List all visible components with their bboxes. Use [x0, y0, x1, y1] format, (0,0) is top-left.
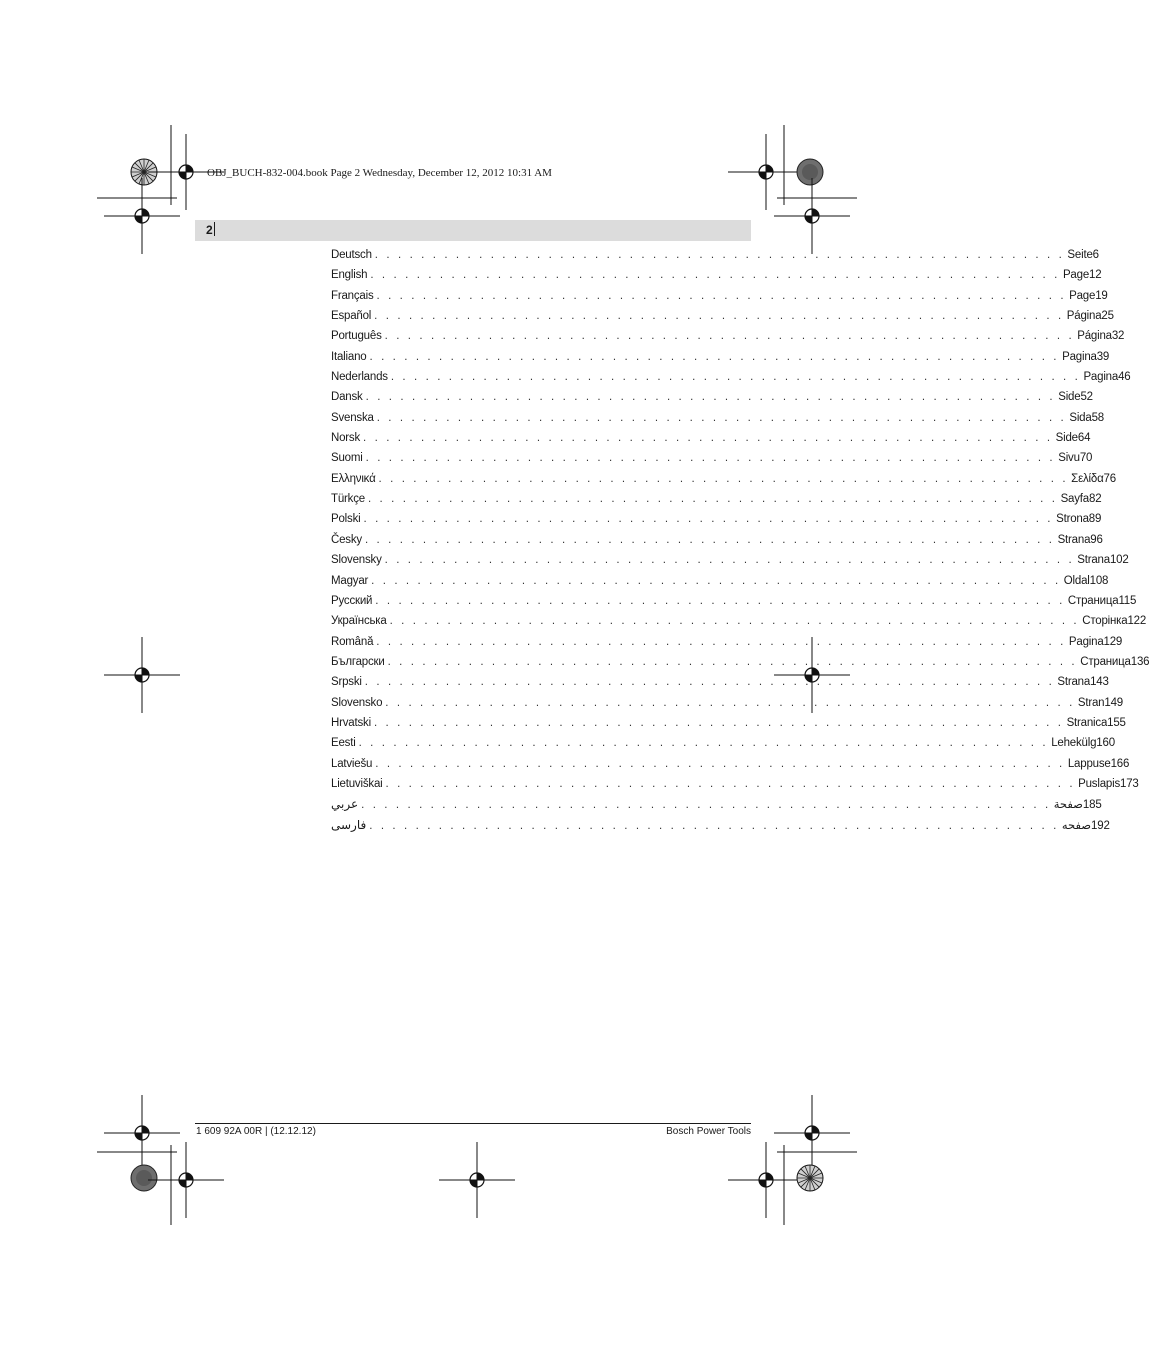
toc-leader-dots: . . . . . . . . . . . . . . . . . . . . . . . . . . . . . . . . . . . . . . . . . . . . . . . . . . . . . . . . . . . . [385, 696, 1075, 709]
toc-entry[interactable] [331, 490, 1102, 510]
toc-entry[interactable] [331, 653, 1149, 673]
toc-entry[interactable] [331, 551, 1129, 571]
toc-page-number: 173 [1120, 777, 1139, 790]
toc-page-word: Strona [1056, 513, 1089, 526]
toc-page-word: Stran [1077, 696, 1105, 709]
toc-entry[interactable] [331, 775, 1139, 795]
toc-page-number: 82 [1089, 493, 1102, 506]
toc-leader-dots: . . . . . . . . . . . . . . . . . . . . . . . . . . . . . . . . . . . . . . . . . . . . . . . . . . . . . . . . . . . . [385, 777, 1076, 790]
toc-page-word: Side [1058, 391, 1081, 404]
toc-entry[interactable] [331, 368, 1131, 388]
toc-entry[interactable] [331, 755, 1130, 775]
page-number-divider [214, 222, 215, 236]
toc-leader-dots: . . . . . . . . . . . . . . . . . . . . . . . . . . . . . . . . . . . . . . . . . . . . . . . . . . . . . . . . . . . . [384, 330, 1075, 343]
toc-page-word: Pagina [1083, 371, 1119, 384]
toc-page-word: Сторінка [1082, 615, 1128, 628]
toc-page-word: Sida [1069, 411, 1092, 424]
toc-page-word: Strana [1077, 554, 1110, 567]
toc-language: Eesti [331, 737, 356, 750]
toc-language: فارسی [331, 817, 367, 832]
toc-leader-dots: . . . . . . . . . . . . . . . . . . . . . . . . . . . . . . . . . . . . . . . . . . . . . . . . . . . . . . . . . . . . [364, 676, 1055, 689]
toc-entry[interactable] [331, 592, 1137, 612]
toc-entry[interactable] [331, 714, 1126, 734]
toc-language: Slovensky [331, 554, 382, 567]
toc-leader-dots: . . . . . . . . . . . . . . . . . . . . . . . . . . . . . . . . . . . . . . . . . . . . . . . . . . . . . . . . . . . . [371, 574, 1061, 587]
page-header-bar [195, 220, 751, 241]
toc-language: Português [331, 330, 382, 343]
toc-page-number: 122 [1127, 615, 1147, 628]
toc-language: Español [331, 310, 372, 323]
footer-document-code: 1 609 92A 00R | (12.12.12) [196, 1126, 316, 1137]
toc-page-word: Страница [1080, 655, 1131, 668]
toc-entry[interactable] [331, 246, 1099, 266]
toc-page-word: Pagina [1062, 350, 1097, 363]
toc-page-number: 115 [1118, 594, 1137, 607]
toc-language: Русский [331, 594, 373, 607]
toc-leader-dots: . . . . . . . . . . . . . . . . . . . . . . . . . . . . . . . . . . . . . . . . . . . . . . . . . . . . . . . . . . . . [376, 289, 1067, 302]
toc-page-word: صفحة [1053, 799, 1083, 812]
toc-entry[interactable] [331, 429, 1091, 449]
toc-page-word: صفحه [1061, 819, 1092, 832]
toc-leader-dots: . . . . . . . . . . . . . . . . . . . . . . . . . . . . . . . . . . . . . . . . . . . . . . . . . . . . . . . . . . . . [384, 554, 1075, 567]
toc-language: Suomi [331, 452, 363, 465]
toc-language: Română [331, 635, 374, 648]
toc-leader-dots: . . . . . . . . . . . . . . . . . . . . . . . . . . . . . . . . . . . . . . . . . . . . . . . . . . . . . . . . . . . . [390, 371, 1081, 384]
toc-language: Dansk [331, 391, 363, 404]
toc-language: Italiano [331, 350, 367, 363]
toc-leader-dots: . . . . . . . . . . . . . . . . . . . . . . . . . . . . . . . . . . . . . . . . . . . . . . . . . . . . . . . . . . . . [365, 391, 1056, 404]
toc-leader-dots: . . . . . . . . . . . . . . . . . . . . . . . . . . . . . . . . . . . . . . . . . . . . . . . . . . . . . . . . . . . . [376, 411, 1067, 424]
toc-entry[interactable] [331, 307, 1114, 327]
toc-entry[interactable] [331, 470, 1116, 490]
toc-page-number: 46 [1118, 371, 1131, 384]
toc-page-number: 58 [1091, 411, 1104, 424]
toc-language: Norsk [331, 432, 361, 445]
toc-language: Svenska [331, 411, 374, 424]
toc-entry[interactable] [331, 795, 1102, 815]
toc-language: Latviešu [331, 757, 373, 770]
toc-page-number: 155 [1107, 716, 1126, 729]
toc-leader-dots: . . . . . . . . . . . . . . . . . . . . . . . . . . . . . . . . . . . . . . . . . . . . . . . . . . . . . . . . . . . . [389, 615, 1080, 628]
toc-entry[interactable] [331, 449, 1093, 469]
toc-leader-dots: . . . . . . . . . . . . . . . . . . . . . . . . . . . . . . . . . . . . . . . . . . . . . . . . . . . . . . . . . . . . [361, 799, 1051, 812]
toc-language: Srpski [331, 676, 362, 689]
toc-leader-dots: . . . . . . . . . . . . . . . . . . . . . . . . . . . . . . . . . . . . . . . . . . . . . . . . . . . . . . . . . . . . [363, 513, 1054, 526]
toc-leader-dots: . . . . . . . . . . . . . . . . . . . . . . . . . . . . . . . . . . . . . . . . . . . . . . . . . . . . . . . . . . . . [358, 737, 1049, 750]
page-number: 2 [206, 223, 213, 237]
toc-language: Slovensko [331, 696, 383, 709]
toc-entry[interactable] [331, 531, 1103, 551]
table-of-contents [331, 246, 1149, 836]
toc-page-number: 12 [1089, 269, 1102, 282]
toc-leader-dots: . . . . . . . . . . . . . . . . . . . . . . . . . . . . . . . . . . . . . . . . . . . . . . . . . . . . . . . . . . . . [369, 350, 1060, 363]
toc-leader-dots: . . . . . . . . . . . . . . . . . . . . . . . . . . . . . . . . . . . . . . . . . . . . . . . . . . . . . . . . . . . . [374, 310, 1064, 323]
toc-entry[interactable] [331, 673, 1109, 693]
footer-brand: Bosch Power Tools [666, 1126, 751, 1137]
toc-leader-dots: . . . . . . . . . . . . . . . . . . . . . . . . . . . . . . . . . . . . . . . . . . . . . . . . . . . . . . . . . . . . [375, 594, 1065, 607]
toc-leader-dots: . . . . . . . . . . . . . . . . . . . . . . . . . . . . . . . . . . . . . . . . . . . . . . . . . . . . . . . . . . . . [365, 452, 1056, 465]
toc-page-number: 19 [1095, 289, 1108, 302]
toc-page-word: Σελίδα [1071, 472, 1104, 485]
toc-language: Lietuviškai [331, 777, 383, 790]
toc-entry[interactable] [331, 734, 1115, 754]
toc-page-word: Strana [1057, 676, 1091, 689]
toc-entry[interactable] [331, 409, 1104, 429]
toc-language: Hrvatski [331, 716, 371, 729]
toc-page-word: Lappuse [1067, 757, 1111, 770]
toc-page-number: 52 [1080, 391, 1093, 404]
toc-page-word: Page [1069, 289, 1096, 302]
toc-page-number: 185 [1082, 799, 1102, 812]
footer-rule [195, 1123, 751, 1124]
toc-page-word: Lehekülg [1051, 737, 1097, 750]
toc-page-word: Strana [1057, 533, 1091, 546]
toc-entry[interactable] [331, 816, 1110, 836]
toc-entry[interactable] [331, 388, 1093, 408]
toc-leader-dots: . . . . . . . . . . . . . . . . . . . . . . . . . . . . . . . . . . . . . . . . . . . . . . . . . . . . . . . . . . . . [364, 533, 1055, 546]
toc-leader-dots: . . . . . . . . . . . . . . . . . . . . . . . . . . . . . . . . . . . . . . . . . . . . . . . . . . . . . . . . . . . . [373, 716, 1064, 729]
toc-language: English [331, 269, 368, 282]
toc-entry[interactable] [331, 287, 1108, 307]
toc-page-number: 108 [1089, 574, 1109, 587]
toc-page-number: 160 [1096, 737, 1115, 750]
toc-language: Ελληνικά [331, 472, 376, 485]
toc-language: Français [331, 289, 374, 302]
toc-entry[interactable] [331, 348, 1110, 368]
toc-page-word: Страница [1067, 594, 1119, 607]
toc-page-number: 76 [1103, 472, 1116, 485]
toc-language: عربي [331, 797, 359, 812]
toc-page-number: 25 [1101, 310, 1114, 323]
toc-page-word: Puslapis [1078, 777, 1120, 790]
toc-page-number: 102 [1109, 554, 1129, 567]
toc-page-number: 149 [1104, 696, 1123, 709]
toc-language: Deutsch [331, 249, 372, 261]
toc-page-number: 96 [1090, 533, 1103, 546]
toc-leader-dots: . . . . . . . . . . . . . . . . . . . . . . . . . . . . . . . . . . . . . . . . . . . . . . . . . . . . . . . . . . . . [363, 432, 1053, 445]
toc-leader-dots: . . . . . . . . . . . . . . . . . . . . . . . . . . . . . . . . . . . . . . . . . . . . . . . . . . . . . . . . . . . . [378, 472, 1069, 485]
toc-entry[interactable] [331, 266, 1102, 286]
toc-page-number: 143 [1090, 676, 1109, 689]
toc-leader-dots: . . . . . . . . . . . . . . . . . . . . . . . . . . . . . . . . . . . . . . . . . . . . . . . . . . . . . . . . . . . . [376, 635, 1066, 648]
toc-leader-dots: . . . . . . . . . . . . . . . . . . . . . . . . . . . . . . . . . . . . . . . . . . . . . . . . . . . . . . . . . . . . [367, 493, 1058, 506]
toc-leader-dots: . . . . . . . . . . . . . . . . . . . . . . . . . . . . . . . . . . . . . . . . . . . . . . . . . . . . . . . . . . . . [370, 269, 1060, 282]
print-slug: OBJ_BUCH-832-004.book Page 2 Wednesday, December 12, 2012 10:31 AM [207, 167, 552, 179]
toc-language: Magyar [331, 574, 369, 587]
toc-page-word: Pagina [1068, 635, 1104, 648]
toc-page-word: Sayfa [1060, 493, 1089, 506]
toc-page-number: 6 [1092, 249, 1099, 261]
toc-page-number: 32 [1111, 330, 1125, 343]
toc-page-number: 39 [1096, 350, 1110, 363]
toc-page-number: 89 [1088, 513, 1102, 526]
toc-leader-dots: . . . . . . . . . . . . . . . . . . . . . . . . . . . . . . . . . . . . . . . . . . . . . . . . . . . . . . . . . . . . [387, 655, 1078, 668]
toc-language: Nederlands [331, 371, 388, 384]
toc-language: Česky [331, 533, 362, 546]
toc-page-number: 129 [1103, 635, 1123, 648]
toc-page-word: Side [1055, 432, 1078, 445]
toc-entry[interactable] [331, 327, 1125, 347]
toc-language: Български [331, 655, 385, 668]
toc-entry[interactable] [331, 694, 1123, 714]
toc-leader-dots: . . . . . . . . . . . . . . . . . . . . . . . . . . . . . . . . . . . . . . . . . . . . . . . . . . . . . . . . . . . . [375, 757, 1065, 770]
toc-page-word: Página [1077, 330, 1112, 343]
toc-entry[interactable] [331, 633, 1123, 653]
toc-page-word: Stranica [1066, 716, 1108, 729]
toc-page-word: Página [1066, 310, 1102, 323]
toc-entry[interactable] [331, 572, 1109, 592]
toc-entry[interactable] [331, 612, 1147, 632]
toc-page-number: 166 [1110, 757, 1130, 770]
toc-language: Українська [331, 615, 387, 628]
toc-entry[interactable] [331, 510, 1102, 530]
toc-language: Türkçe [331, 493, 365, 506]
toc-page-number: 192 [1091, 819, 1110, 832]
toc-page-number: 136 [1130, 655, 1149, 668]
toc-leader-dots: . . . . . . . . . . . . . . . . . . . . . . . . . . . . . . . . . . . . . . . . . . . . . . . . . . . . . . . . . . . . [369, 819, 1059, 832]
toc-leader-dots: . . . . . . . . . . . . . . . . . . . . . . . . . . . . . . . . . . . . . . . . . . . . . . . . . . . . . . . . . . . . [374, 249, 1065, 261]
toc-page-word: Page [1062, 269, 1090, 282]
toc-page-word: Sivu [1058, 452, 1080, 465]
toc-page-number: 70 [1079, 452, 1093, 465]
toc-page-word: Seite [1067, 249, 1093, 261]
toc-language: Polski [331, 513, 361, 526]
toc-page-word: Oldal [1063, 574, 1090, 587]
toc-page-number: 64 [1077, 432, 1091, 445]
